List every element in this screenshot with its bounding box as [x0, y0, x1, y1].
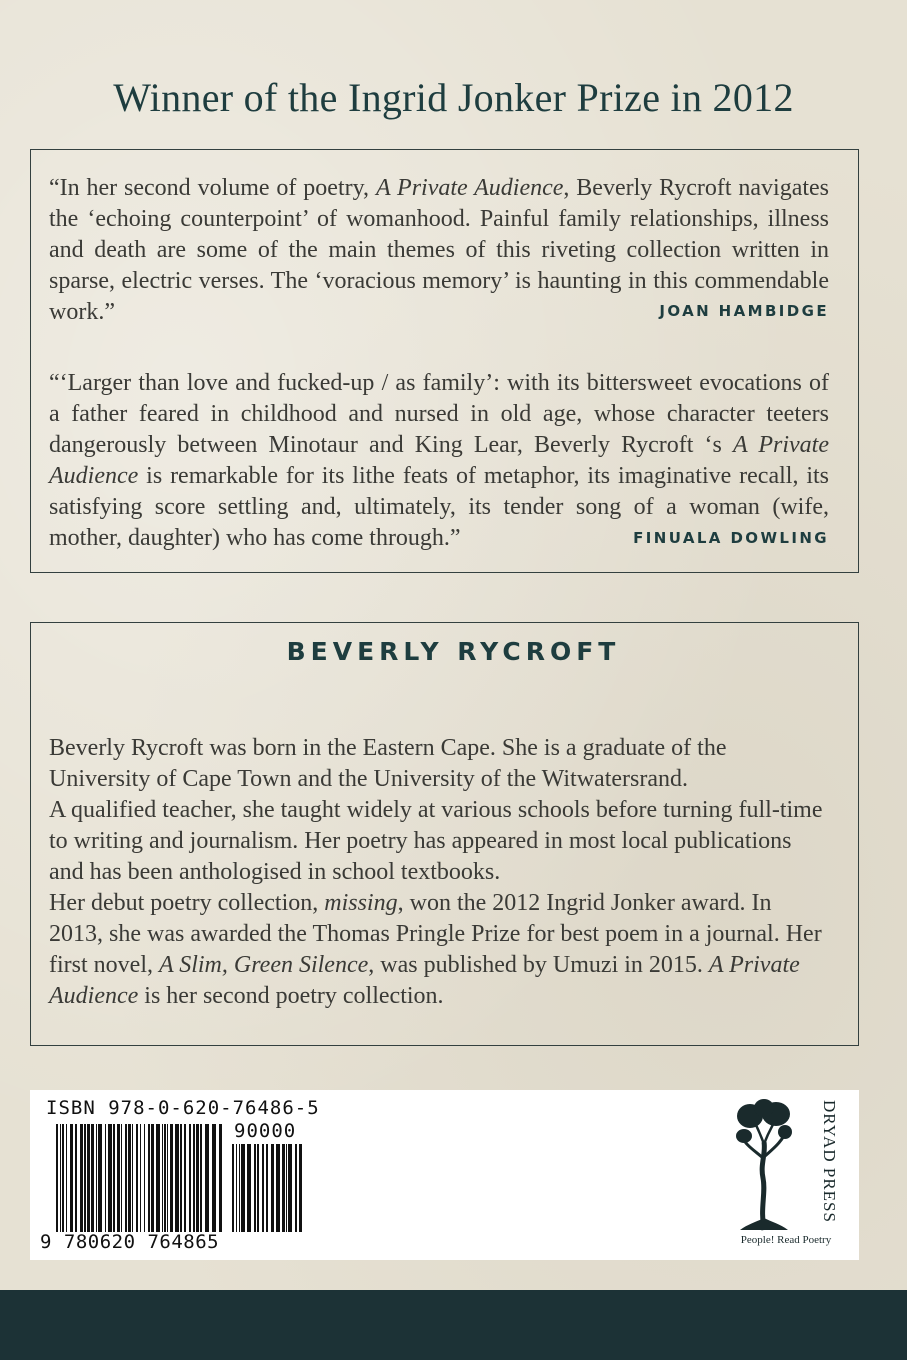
addon-barcode — [232, 1144, 308, 1234]
review-quote-2: “‘Larger than love and fucked-up / as family’: with its bittersweet evocations of a father feared in childhood and nursed in old age, whose character teeters dangerously between Minotaur and King Lear, Beverly Rycroft ‘s A Private Audience is remarkable for its lithe feats of metaphor, its imaginative recall, its satisfying score settling and, ultimately, its tender song of a woman (wife, mother, daughter) who has come through.” — [49, 370, 829, 551]
isbn-label: ISBN 978-0-620-76486-5 — [46, 1097, 320, 1119]
ean-barcode — [56, 1124, 226, 1234]
author-bio: Beverly Rycroft was born in the Eastern Cape. She is a graduate of the University of Cape Town and the University of the Witwatersrand. A qualified teacher, she taught widely at various schools before turning full-time to writing and journalism. Her poetry has appeared in most local publications and has been anthologised in school textbooks. Her debut poetry collection, missing, won the 2012 Ingrid Jonker award. In 2013, she was awarded the Thomas Pringle Prize for best poem in a journal. Her first novel, A Slim, Green Silence, was published by Umuzi in 2015. A Private Audience is her second poetry collection. — [49, 735, 823, 1009]
review-attribution-1: JOAN HAMBIDGE — [659, 302, 829, 320]
publisher-name: DRYAD PRESS — [820, 1100, 839, 1223]
prize-headline: Winner of the Ingrid Jonker Prize in 2012 — [113, 75, 794, 120]
barcode-digits: 9 780620 764865 — [40, 1231, 220, 1253]
publisher-tagline: People! Read Poetry — [740, 1234, 832, 1246]
review-quote-1: “In her second volume of poetry, A Private Audience, Beverly Rycroft navigates the ‘echoing counterpoint’ of womanhood. Painful family relationships, illness and death are some of the main themes of this riveting collection written in sparse, electric verses. The ‘voracious memory’ is haunting in this commendable work.” — [49, 175, 830, 325]
footer-band — [0, 1290, 907, 1360]
price-code: 90000 — [234, 1120, 297, 1142]
dryad-tree-logo-icon — [736, 1098, 792, 1234]
author-name: BEVERLY RYCROFT — [286, 637, 621, 666]
review-attribution-2: FINUALA DOWLING — [633, 529, 829, 547]
